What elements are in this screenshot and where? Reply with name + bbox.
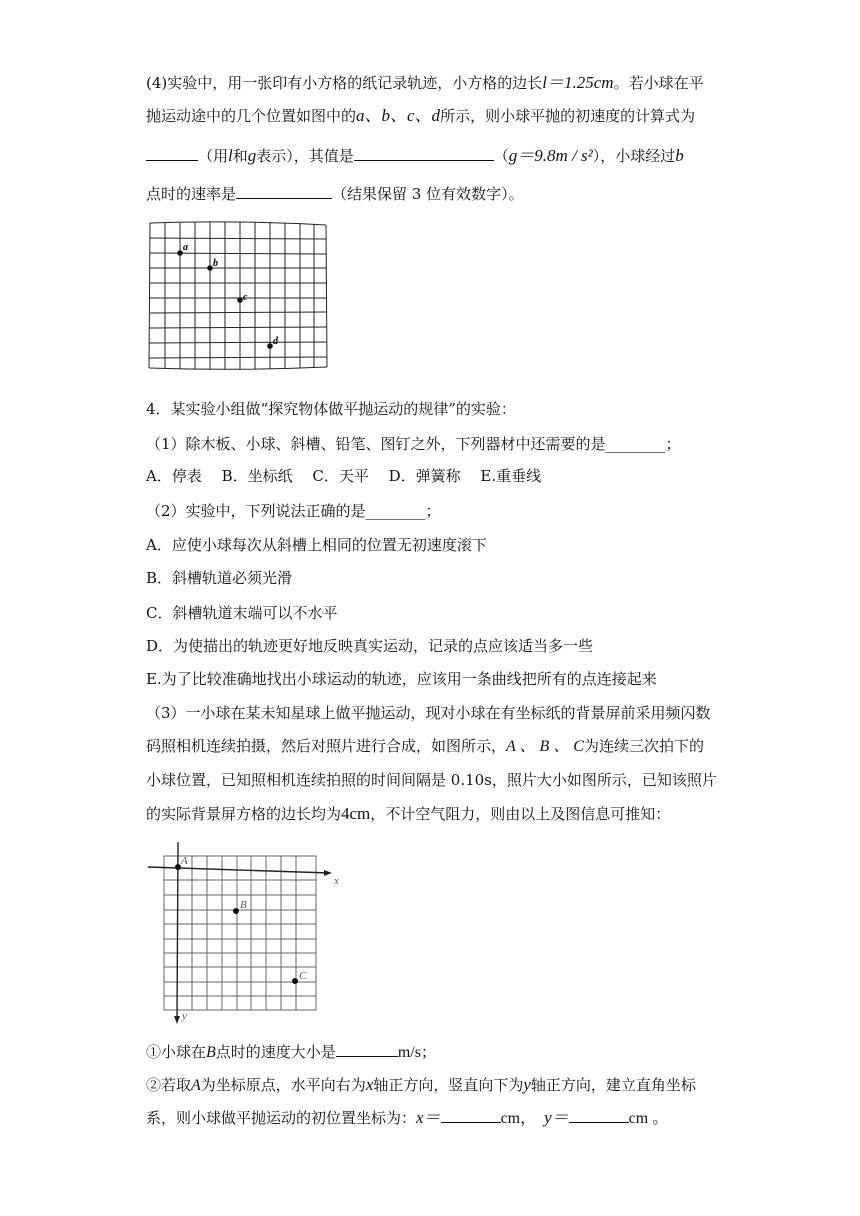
answer-blank[interactable]	[146, 146, 198, 161]
unit-cm: cm，	[500, 1110, 537, 1127]
symbol-y-eq: y＝	[544, 1108, 569, 1127]
label-x-axis: x	[334, 875, 339, 887]
text: 抛运动途中的几个位置如图中的	[146, 107, 357, 125]
q3-part4-line1	[146, 73, 704, 93]
text: ①小球在	[146, 1043, 207, 1061]
text: ②若取	[146, 1076, 192, 1094]
text: （	[493, 147, 509, 165]
formula-l: l＝1.25cm	[542, 73, 614, 92]
text: 的实际背景屏方格的边长均为	[146, 805, 342, 823]
symbol-x: x	[365, 1075, 374, 1094]
q3-part4-line4	[146, 184, 524, 204]
y-axis-arrow	[174, 1016, 180, 1024]
symbol-y: y	[523, 1075, 531, 1094]
text: 点时的速度大小是	[215, 1043, 336, 1061]
grid-lines	[164, 856, 316, 1010]
q4-sub2-line2	[146, 1108, 668, 1129]
answer-blank[interactable]	[441, 1108, 501, 1123]
point-d	[267, 343, 273, 349]
text: 点时的速率是	[146, 185, 237, 203]
label-C: C	[299, 970, 307, 982]
q4-part3-line3: 小球位置，已知照相机连续拍照的时间间隔是 0.10s，照片大小如图所示，已知该照片	[146, 771, 717, 789]
q4-part2-option-c: C．斜槽轨道末端可以不水平	[146, 604, 338, 622]
points-abcd: a、b、c、d	[356, 106, 441, 125]
formula-g: g＝9.8m / s²	[508, 146, 593, 165]
answer-blank[interactable]	[236, 184, 332, 199]
q4-part1-options: A．停表 B．坐标纸 C．天平 D．弹簧称 E.重垂线	[146, 467, 542, 485]
text: 和	[232, 147, 248, 165]
q4-part3-line2	[146, 736, 704, 757]
text: 轴正方向，建立直角坐标	[530, 1076, 696, 1094]
unit-cm: cm 。	[628, 1110, 669, 1127]
label-a: a	[183, 242, 188, 253]
trajectory-grid-figure	[146, 220, 332, 372]
value-4cm: 4cm	[341, 804, 371, 823]
q3-part4-line2	[146, 106, 695, 126]
label-B: B	[240, 899, 247, 911]
point-C	[292, 978, 298, 984]
grid-lines	[149, 222, 327, 369]
axes	[148, 842, 330, 1020]
points-abc: A 、 B 、 C	[506, 738, 584, 755]
label-c: c	[243, 292, 248, 303]
text: （用	[198, 147, 229, 165]
label-A: A	[181, 855, 188, 867]
label-y-axis: y	[182, 1010, 187, 1022]
point-a	[177, 250, 183, 256]
q4-part1: （1）除木板、小球、斜槽、铅笔、图钉之外，下列器材中还需要的是________；	[146, 435, 681, 453]
q4-sub1	[146, 1042, 436, 1063]
q4-part2: （2）实验中，下列说法正确的是________；	[146, 502, 441, 520]
x-axis-arrow	[324, 870, 332, 876]
text: ，不计空气阻力，则由以上及图信息可推知：	[370, 805, 671, 823]
q4-sub2-line1	[146, 1075, 696, 1096]
label-d: d	[273, 336, 278, 347]
text: 为连续三次拍下的	[583, 737, 704, 755]
text: 码照相机连续拍摄，然后对照片进行合成，如图所示，	[146, 737, 507, 755]
answer-blank[interactable]	[354, 146, 494, 161]
point-c	[237, 297, 243, 303]
answer-blank[interactable]	[569, 1108, 629, 1123]
text: ；	[420, 1043, 436, 1061]
q4-title: 4．某实验小组做“探究物体做平抛运动的规律”的实验：	[146, 400, 516, 418]
text: （结果保留 3 位有效数字）。	[332, 185, 524, 203]
q4-part2-option-d: D．为使描出的轨迹更好地反映真实运动，记录的点应该适当多一些	[146, 637, 594, 655]
text: 表示），其值是	[256, 147, 354, 165]
symbol-l: l	[228, 146, 233, 165]
symbol-x-eq: x＝	[416, 1108, 441, 1127]
q4-part3-line4	[146, 804, 670, 824]
q4-part2-option-e: E.为了比较准确地找出小球运动的轨迹，应该用一条曲线把所有的点连接起来	[146, 670, 657, 688]
text: 系，则小球做平抛运动的初位置坐标为：	[146, 1109, 417, 1127]
text: ），小球经过	[592, 147, 676, 165]
text: 所示，则小球平抛的初速度的计算式为	[440, 107, 696, 125]
symbol-B: B	[206, 1044, 216, 1061]
q4-part3-line1: （3）一小球在某未知星球上做平抛运动，现对小球在有坐标纸的背景屏前采用频闪数	[146, 704, 711, 722]
text: 为坐标原点，水平向右为	[200, 1076, 366, 1094]
unit-mps: m/s	[397, 1044, 421, 1061]
text: 。若小球在平	[613, 74, 704, 92]
coordinate-grid-figure	[146, 838, 346, 1026]
q4-part2-option-b: B．斜槽轨道必须光滑	[146, 569, 293, 587]
point-b	[207, 265, 213, 271]
point-B	[233, 908, 239, 914]
q3-part4-line3	[146, 146, 684, 166]
symbol-A: A	[191, 1077, 201, 1094]
answer-blank[interactable]	[336, 1042, 398, 1057]
text: (4)实验中，用一张印有小方格的纸记录轨迹，小方格的边长	[146, 74, 543, 92]
symbol-b: b	[675, 146, 684, 165]
symbol-g: g	[247, 146, 257, 165]
q4-part2-option-a: A．应使小球每次从斜槽上相同的位置无初速度滚下	[146, 536, 487, 554]
text: 轴正方向，竖直向下为	[373, 1076, 524, 1094]
label-b: b	[213, 258, 218, 269]
